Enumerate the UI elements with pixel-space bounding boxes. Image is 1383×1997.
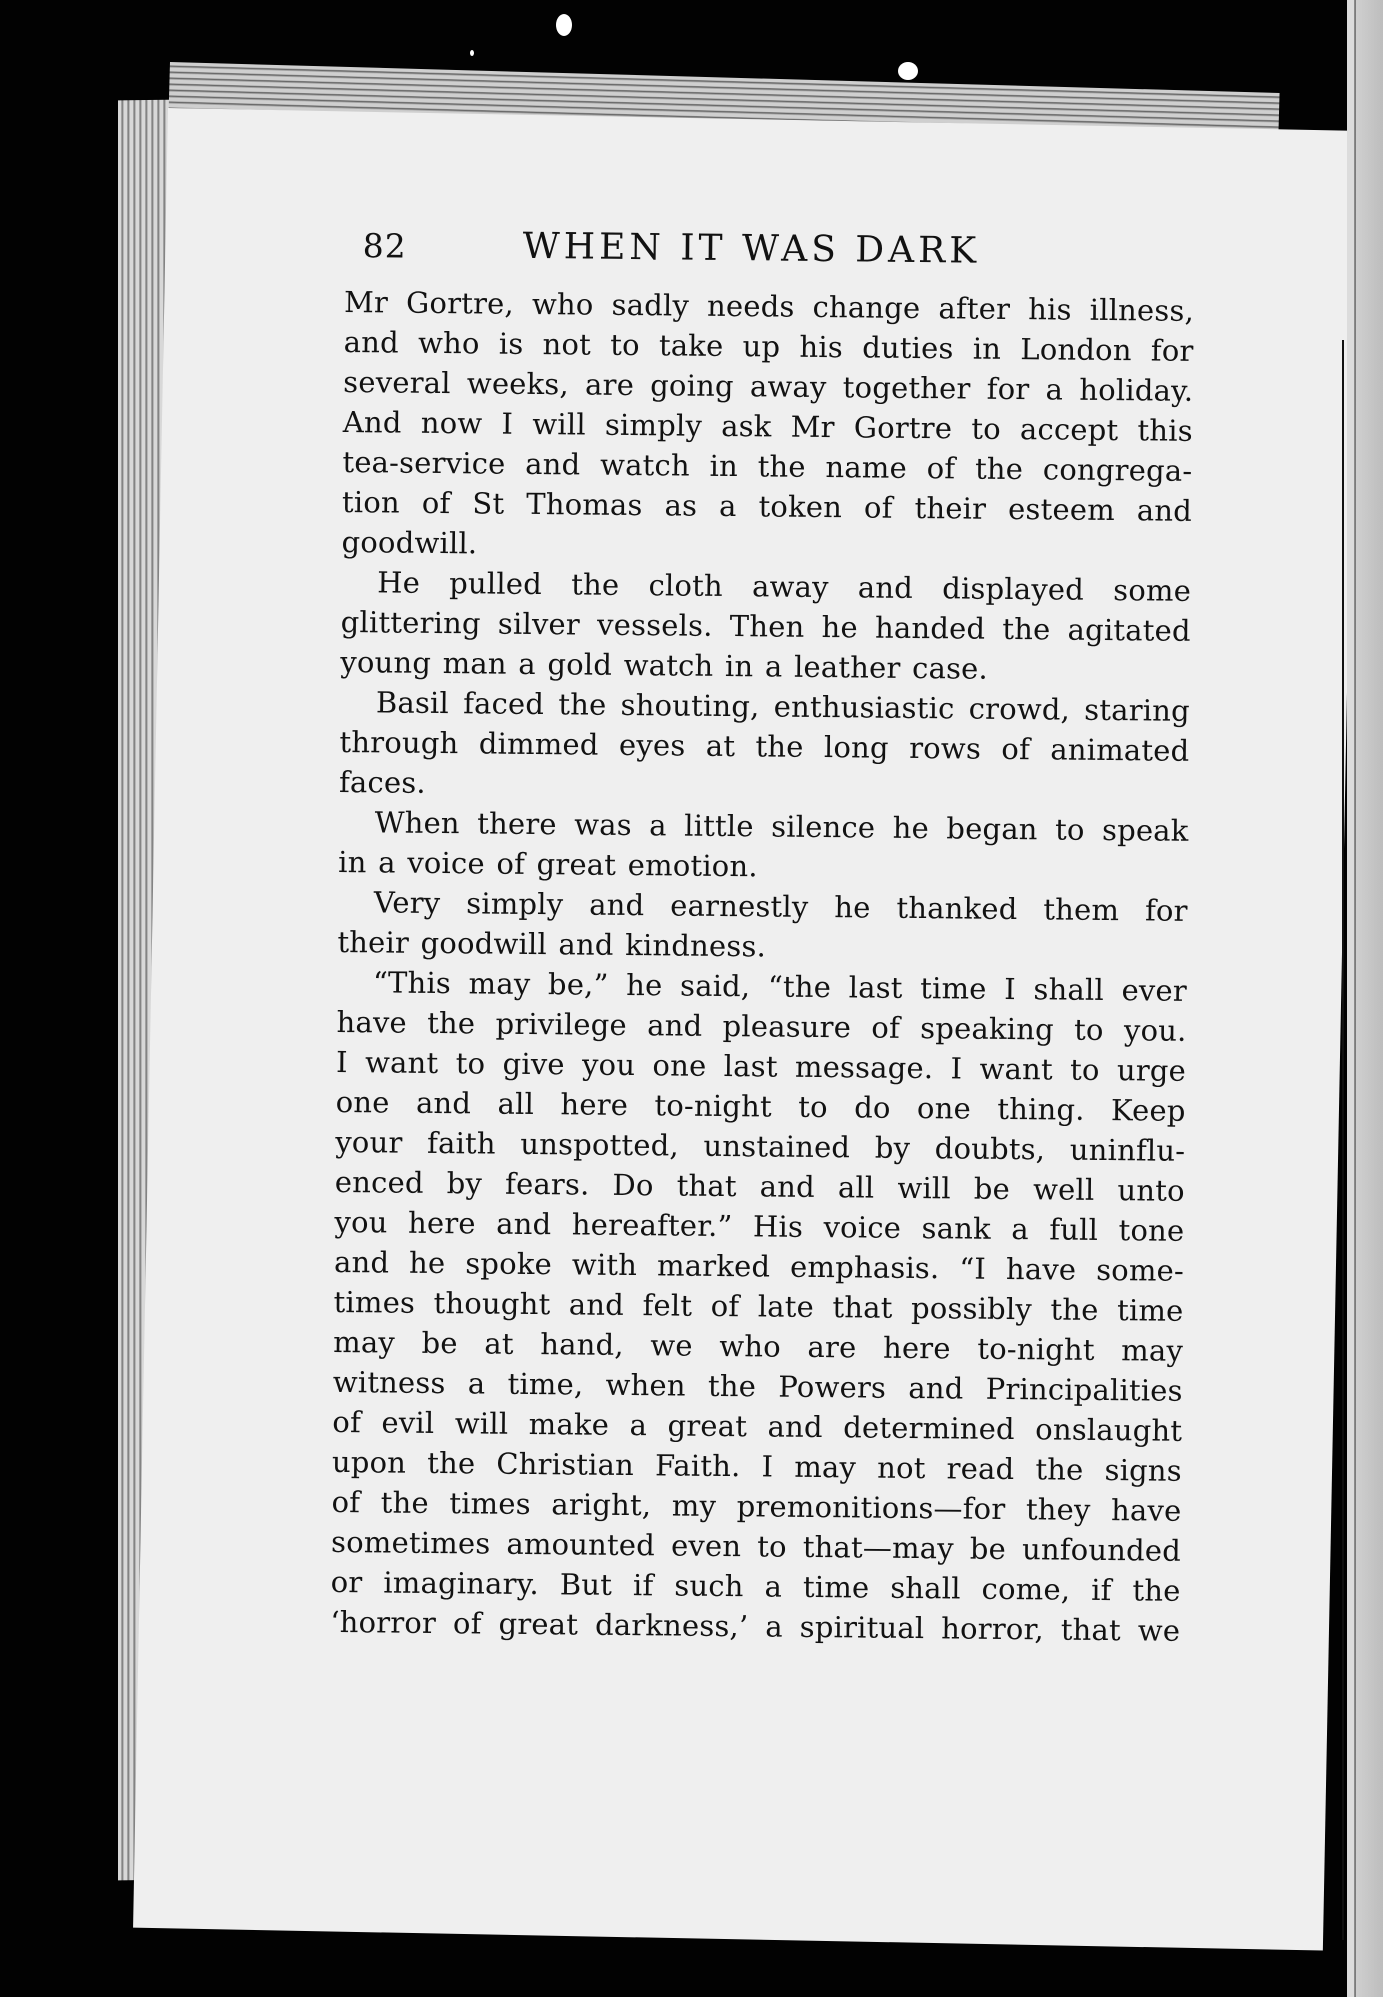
- page-header: [344, 218, 1195, 291]
- body-line: And now I will simply ask Mr Gortre to accept this: [342, 404, 1193, 448]
- body-line: your faith unspotted, unstained by doubts, uninflu-: [335, 1124, 1186, 1168]
- body-line: witness a time, when the Powers and Principalities: [332, 1364, 1183, 1408]
- body-line: and he spoke with marked emphasis. “I have some-: [333, 1244, 1185, 1288]
- next-page-edge: [1347, 0, 1383, 1997]
- body-line: I want to give you one last message. I want to urge: [335, 1044, 1187, 1088]
- body-line: enced by fears. Do that and all will be well unto: [334, 1164, 1185, 1208]
- body-line: you here and hereafter.” His voice sank a full tone: [334, 1204, 1185, 1248]
- body-line: through dimmed eyes at the long rows of animated: [339, 724, 1190, 768]
- body-line: several weeks, are going away together for a holiday.: [343, 364, 1194, 408]
- body-line: Very simply and earnestly he thanked them for: [373, 885, 1188, 928]
- running-title: WHEN IT WAS DARK: [522, 225, 981, 272]
- body-line: and who is not to take up his duties in London for: [343, 324, 1194, 368]
- body-line: their goodwill and kindness.: [337, 924, 767, 964]
- body-line: of the times aright, my premonitions—for they have: [331, 1484, 1182, 1528]
- dust-speck: [556, 14, 572, 36]
- page-number: 82: [362, 226, 407, 266]
- body-line: Basil faced the shouting, enthusiastic crowd, staring: [375, 685, 1191, 728]
- body-line: or imaginary. But if such a time shall come, if the: [330, 1564, 1181, 1608]
- body-line: “This may be,” he said, “the last time I shall ever: [372, 965, 1188, 1008]
- body-line: goodwill.: [341, 524, 478, 561]
- body-line: young man a gold watch in a leather case.: [340, 644, 989, 686]
- body-line: times thought and felt of late that possibly the time: [333, 1284, 1184, 1328]
- body-line: one and all here to-night to do one thing. Keep: [335, 1084, 1186, 1128]
- body-line: in a voice of great emotion.: [338, 844, 758, 884]
- body-line: tion of St Thomas as a token of their esteem and: [341, 484, 1193, 528]
- body-line: Mr Gortre, who sadly needs change after his illness,: [343, 284, 1195, 328]
- body-line: glittering silver vessels. Then he handed the agitated: [340, 604, 1191, 648]
- dust-speck: [470, 50, 474, 56]
- body-line: sometimes amounted even to that—may be unfounded: [330, 1524, 1182, 1568]
- body-line: tea-service and watch in the name of the congrega-: [342, 444, 1193, 488]
- body-line: faces.: [338, 764, 427, 800]
- body-text: [330, 282, 1194, 1651]
- body-line: When there was a little silence he began to speak: [374, 805, 1189, 848]
- text-block: [329, 218, 1195, 1747]
- body-line: upon the Christian Faith. I may not read the signs: [331, 1444, 1183, 1488]
- gutter-line: [1342, 340, 1344, 1940]
- body-line: have the privilege and pleasure of speaking to you.: [336, 1004, 1187, 1048]
- body-line: He pulled the cloth away and displayed some: [377, 565, 1192, 608]
- body-line: may be at hand, we who are here to-night may: [333, 1324, 1184, 1368]
- body-line: of evil will make a great and determined onslaught: [332, 1404, 1183, 1448]
- dust-speck: [898, 62, 918, 80]
- body-line: ‘horror of great darkness,’ a spiritual horror, that we: [330, 1604, 1181, 1648]
